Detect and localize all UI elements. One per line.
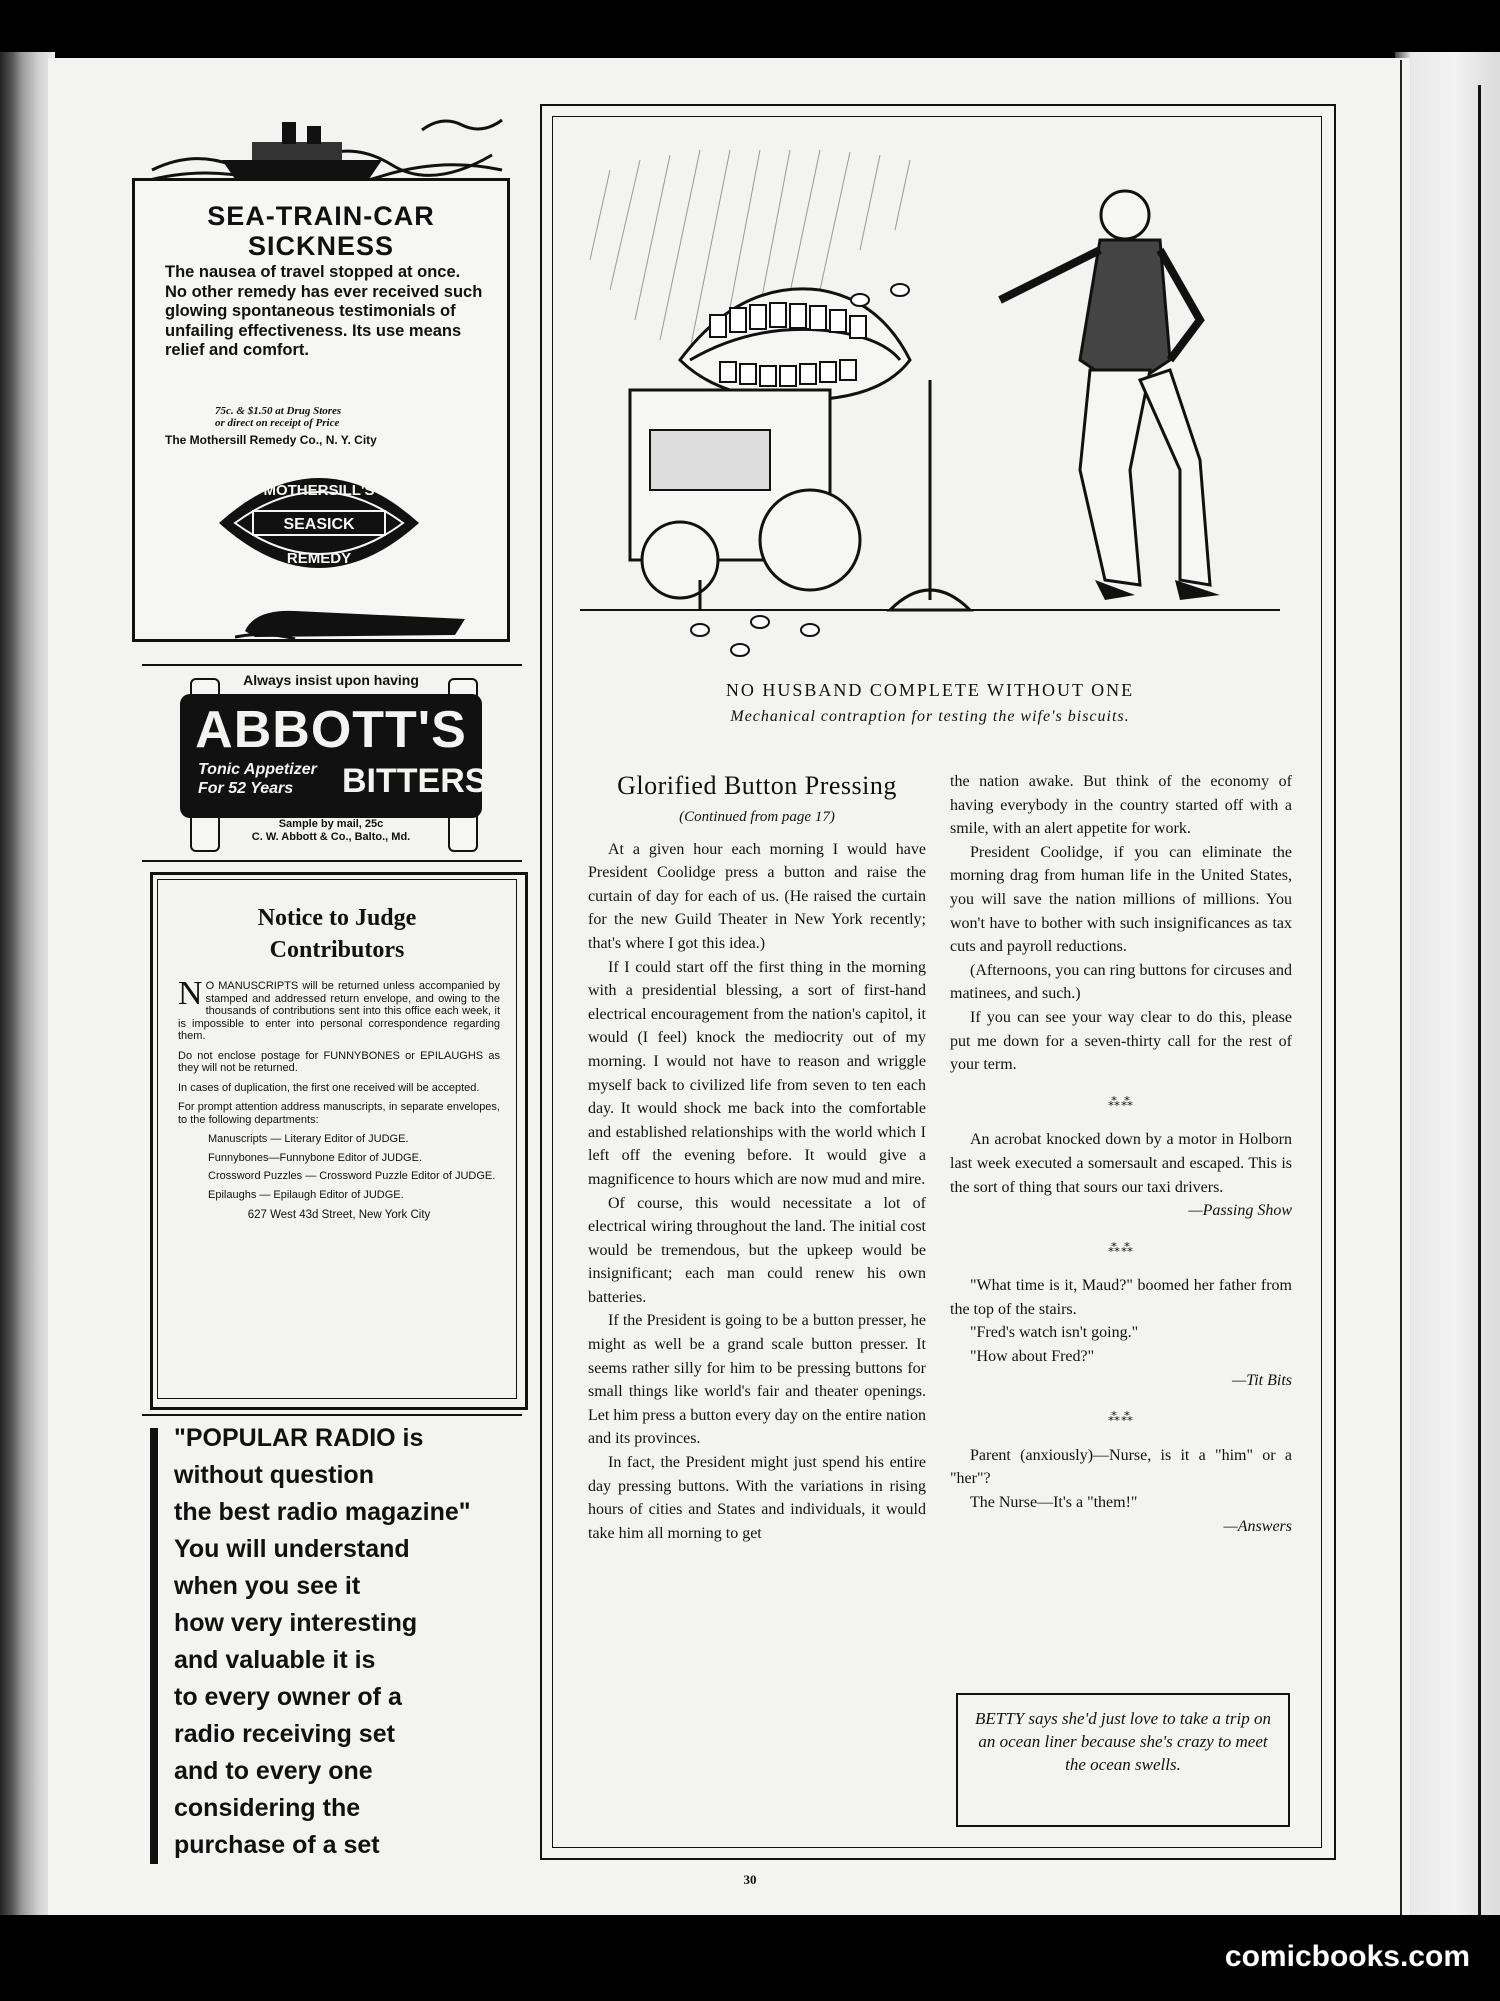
- radio-ad-line: without question: [174, 1461, 374, 1489]
- ad-divider: [142, 860, 522, 862]
- notice-paragraph: For prompt attention address manuscripts, in separate envelopes, to the following departments:: [178, 1101, 500, 1126]
- radio-ad-line: considering the: [174, 1794, 361, 1822]
- joke-separator: ⁂⁂: [1108, 1094, 1134, 1109]
- seasick-ad-company: The Mothersill Remedy Co., N. Y. City: [165, 433, 377, 447]
- radio-ad-line: when you see it: [174, 1572, 361, 1600]
- radio-ad-line: and valuable it is: [174, 1646, 376, 1674]
- joke-text: "Fred's watch isn't going.": [970, 1324, 1139, 1342]
- notice-title-line2: Contributors: [269, 937, 405, 963]
- seasick-title-line2: SICKNESS: [247, 231, 395, 261]
- abbott-banner: [180, 694, 488, 818]
- joke-separator: ⁂⁂: [1108, 1240, 1134, 1255]
- site-watermark: comicbooks.com: [1224, 1940, 1470, 1973]
- seasick-title-line1: SEA-TRAIN-CAR: [207, 201, 435, 231]
- price-line2: or direct on receipt of Price: [215, 417, 340, 429]
- tonic-line2: For 52 Years: [198, 780, 294, 797]
- betty-box: [956, 1693, 1290, 1827]
- seasick-ad-box: [132, 178, 510, 642]
- article-paragraph: the nation awake. But think of the economy of having everybody in the country started off with a smile, with an alert appetite for work.: [950, 773, 1292, 838]
- abbott-bitters: BITTERS: [342, 762, 488, 800]
- department-item: Crossword Puzzles — Crossword Puzzle Editor of JUDGE.: [208, 1170, 496, 1182]
- price-line1: 75c. & $1.50 at Drug Stores: [215, 405, 342, 417]
- article-paragraph: At a given hour each morning I would have President Coolidge press a button and raise the curtain of day for each of us. (He raised the curtain for the new Guild Theater in New York recently; that's where I got this idea.): [588, 840, 926, 952]
- radio-ad-line: purchase of a set: [174, 1831, 380, 1859]
- joke-source: —Passing Show: [1188, 1202, 1292, 1220]
- joke-text: The Nurse—It's a "them!": [970, 1494, 1138, 1512]
- notice-departments: [208, 1133, 500, 1201]
- notice-body: [178, 975, 500, 1222]
- article-column-left: [588, 770, 926, 1545]
- popular-radio-ad: [150, 1420, 510, 1860]
- abbott-tonic: [198, 760, 317, 798]
- radio-ad-line: radio receiving set: [174, 1720, 395, 1748]
- betty-text: BETTY says she'd just love to take a trip on an ocean liner because she's crazy to meet the ocean swells.: [975, 1709, 1271, 1774]
- seasick-ad-price: [215, 405, 435, 429]
- abbotts-bitters-ad: [160, 668, 502, 858]
- article-continued-note: (Continued from page 17): [679, 809, 835, 825]
- logo-bottom-text: REMEDY: [286, 550, 352, 567]
- joke-text: An acrobat knocked down by a motor in Holborn last week executed a somersault and escaped. This is the sort of thing that sours our taxi drivers.: [950, 1131, 1292, 1196]
- article-paragraph: If you can see your way clear to do this, please put me down for a seven-thirty call for the rest of your term.: [950, 1008, 1292, 1074]
- page-number: 30: [743, 1872, 757, 1887]
- facing-page-rule: [1478, 85, 1481, 1915]
- logo-middle-text: SEASICK: [283, 516, 355, 533]
- radio-ad-bar: [150, 1428, 158, 1864]
- cartoon-illustration: [580, 140, 1280, 670]
- seasick-remedy-ad: [132, 110, 508, 640]
- notice-dropcap: N: [178, 975, 203, 1012]
- radio-ad-line: "POPULAR RADIO is: [174, 1424, 424, 1452]
- mothersills-logo: [213, 453, 425, 593]
- radio-ad-line: the best radio magazine": [174, 1498, 471, 1526]
- article-title: Glorified Button Pressing: [617, 771, 897, 800]
- radio-ad-text: [174, 1420, 514, 1864]
- notice-paragraph: Do not enclose postage for FUNNYBONES or EPILAUGHS as they will not be returned.: [178, 1049, 500, 1074]
- joke-text: "What time is it, Maud?" boomed her father from the top of the stairs.: [950, 1277, 1292, 1318]
- radio-ad-line: to every owner of a: [174, 1683, 402, 1711]
- ad-divider: [142, 664, 522, 666]
- cartoon-subcaption: Mechanical contraption for testing the wife's biscuits.: [730, 708, 1130, 725]
- book-spine: [0, 52, 55, 1932]
- logo-top-text: MOTHERSILL'S: [263, 482, 375, 499]
- notice-title: [158, 902, 516, 966]
- notice-paragraph: In cases of duplication, the first one received will be accepted.: [178, 1081, 480, 1094]
- joke-text: Parent (anxiously)—Nurse, is it a "him" or a "her"?: [950, 1446, 1292, 1488]
- article-paragraph: President Coolidge, if you can eliminate the morning drag from human life in the United States, you will save the nation millions of millions. You won't have to bother with such insignificances as tax cuts and payroll reductions.: [950, 843, 1292, 956]
- joke-separator: ⁂⁂: [1108, 1410, 1134, 1425]
- notice-paragraph: O MANUSCRIPTS will be returned unless accompanied by stamped and addressed return envelope, and owing to the thousands of contributions sent into this office each week, it is impossible to enter into personal correspondence regarding them.: [178, 980, 500, 1042]
- notice-to-contributors: [150, 872, 528, 1410]
- page-gutter-line: [1400, 60, 1402, 1920]
- department-item: Manuscripts — Literary Editor of JUDGE.: [208, 1133, 409, 1145]
- ad-divider: [142, 1414, 522, 1416]
- joke-text: "How about Fred?": [970, 1348, 1095, 1366]
- joke-source: —Tit Bits: [1231, 1371, 1292, 1389]
- abbott-insist-text: Always insist upon having: [243, 672, 419, 688]
- joke-source: —Answers: [1223, 1517, 1292, 1535]
- seasick-ad-body: The nausea of travel stopped at once. No other remedy has ever received such glowing spontaneous testimonials of unfailing effectiveness. Its use means relief and comfort.: [165, 263, 483, 359]
- department-item: Funnybones—Funnybone Editor of JUDGE.: [208, 1151, 423, 1164]
- abbott-brand-name: ABBOTT'S: [195, 701, 467, 759]
- notice-address: 627 West 43d Street, New York City: [247, 1209, 431, 1221]
- top-scan-border: [0, 0, 1500, 52]
- radio-ad-line: You will understand: [174, 1535, 410, 1563]
- article-column-right: [950, 770, 1292, 1538]
- train-illustration: [235, 601, 475, 641]
- notice-inner-border: [157, 879, 517, 1399]
- facing-page-edge: [1395, 52, 1500, 1932]
- cartoon-caption: NO HUSBAND COMPLETE WITHOUT ONE: [725, 680, 1135, 700]
- tonic-line1: Tonic Appetizer: [198, 761, 317, 778]
- radio-ad-line: how very interesting: [174, 1609, 418, 1637]
- abbott-sample: [160, 818, 502, 844]
- sample-line2: C. W. Abbott & Co., Balto., Md.: [251, 831, 411, 843]
- article-paragraph: (Afternoons, you can ring buttons for circuses and matinees, and such.): [950, 961, 1292, 1003]
- radio-ad-line: and to every one: [174, 1757, 373, 1785]
- article-paragraph: If the President is going to be a button presser, he might as well be a grand scale button presser. It seems rather silly for him to be pressing buttons for small things like world's fair and theater openings. Let him press a button every day on the entire nation and its provinces.: [588, 1312, 926, 1448]
- article-paragraph: Of course, this would necessitate a lot of electrical wiring throughout the land. The initial cost would be tremendous, but the upkeep would be insignificant; each man could renew his own batteries.: [588, 1194, 926, 1306]
- seasick-ad-title: [135, 201, 507, 261]
- article-paragraph: If I could start off the first thing in the morning with a presidential blessing, a sort of first-hand electrical encouragement from the nation's capitol, it would (I feel) knock the mediocrity out of my morning. I would not have to reason and wriggle myself back to civilized life from seven to ten each day. It would shock me back into the comfortable and established relationships with the world which I left off the evening before. It would give a magnificence to hours which are now mud and mire.: [588, 958, 926, 1188]
- notice-title-line1: Notice to Judge: [257, 905, 417, 931]
- sample-line1: Sample by mail, 25c: [278, 818, 384, 830]
- department-item: Epilaughs — Epilaugh Editor of JUDGE.: [208, 1188, 404, 1201]
- article-paragraph: In fact, the President might just spend his entire day pressing buttons. With the variations in rising hours of cities and States and individuals, it would take him all morning to get: [588, 1454, 926, 1542]
